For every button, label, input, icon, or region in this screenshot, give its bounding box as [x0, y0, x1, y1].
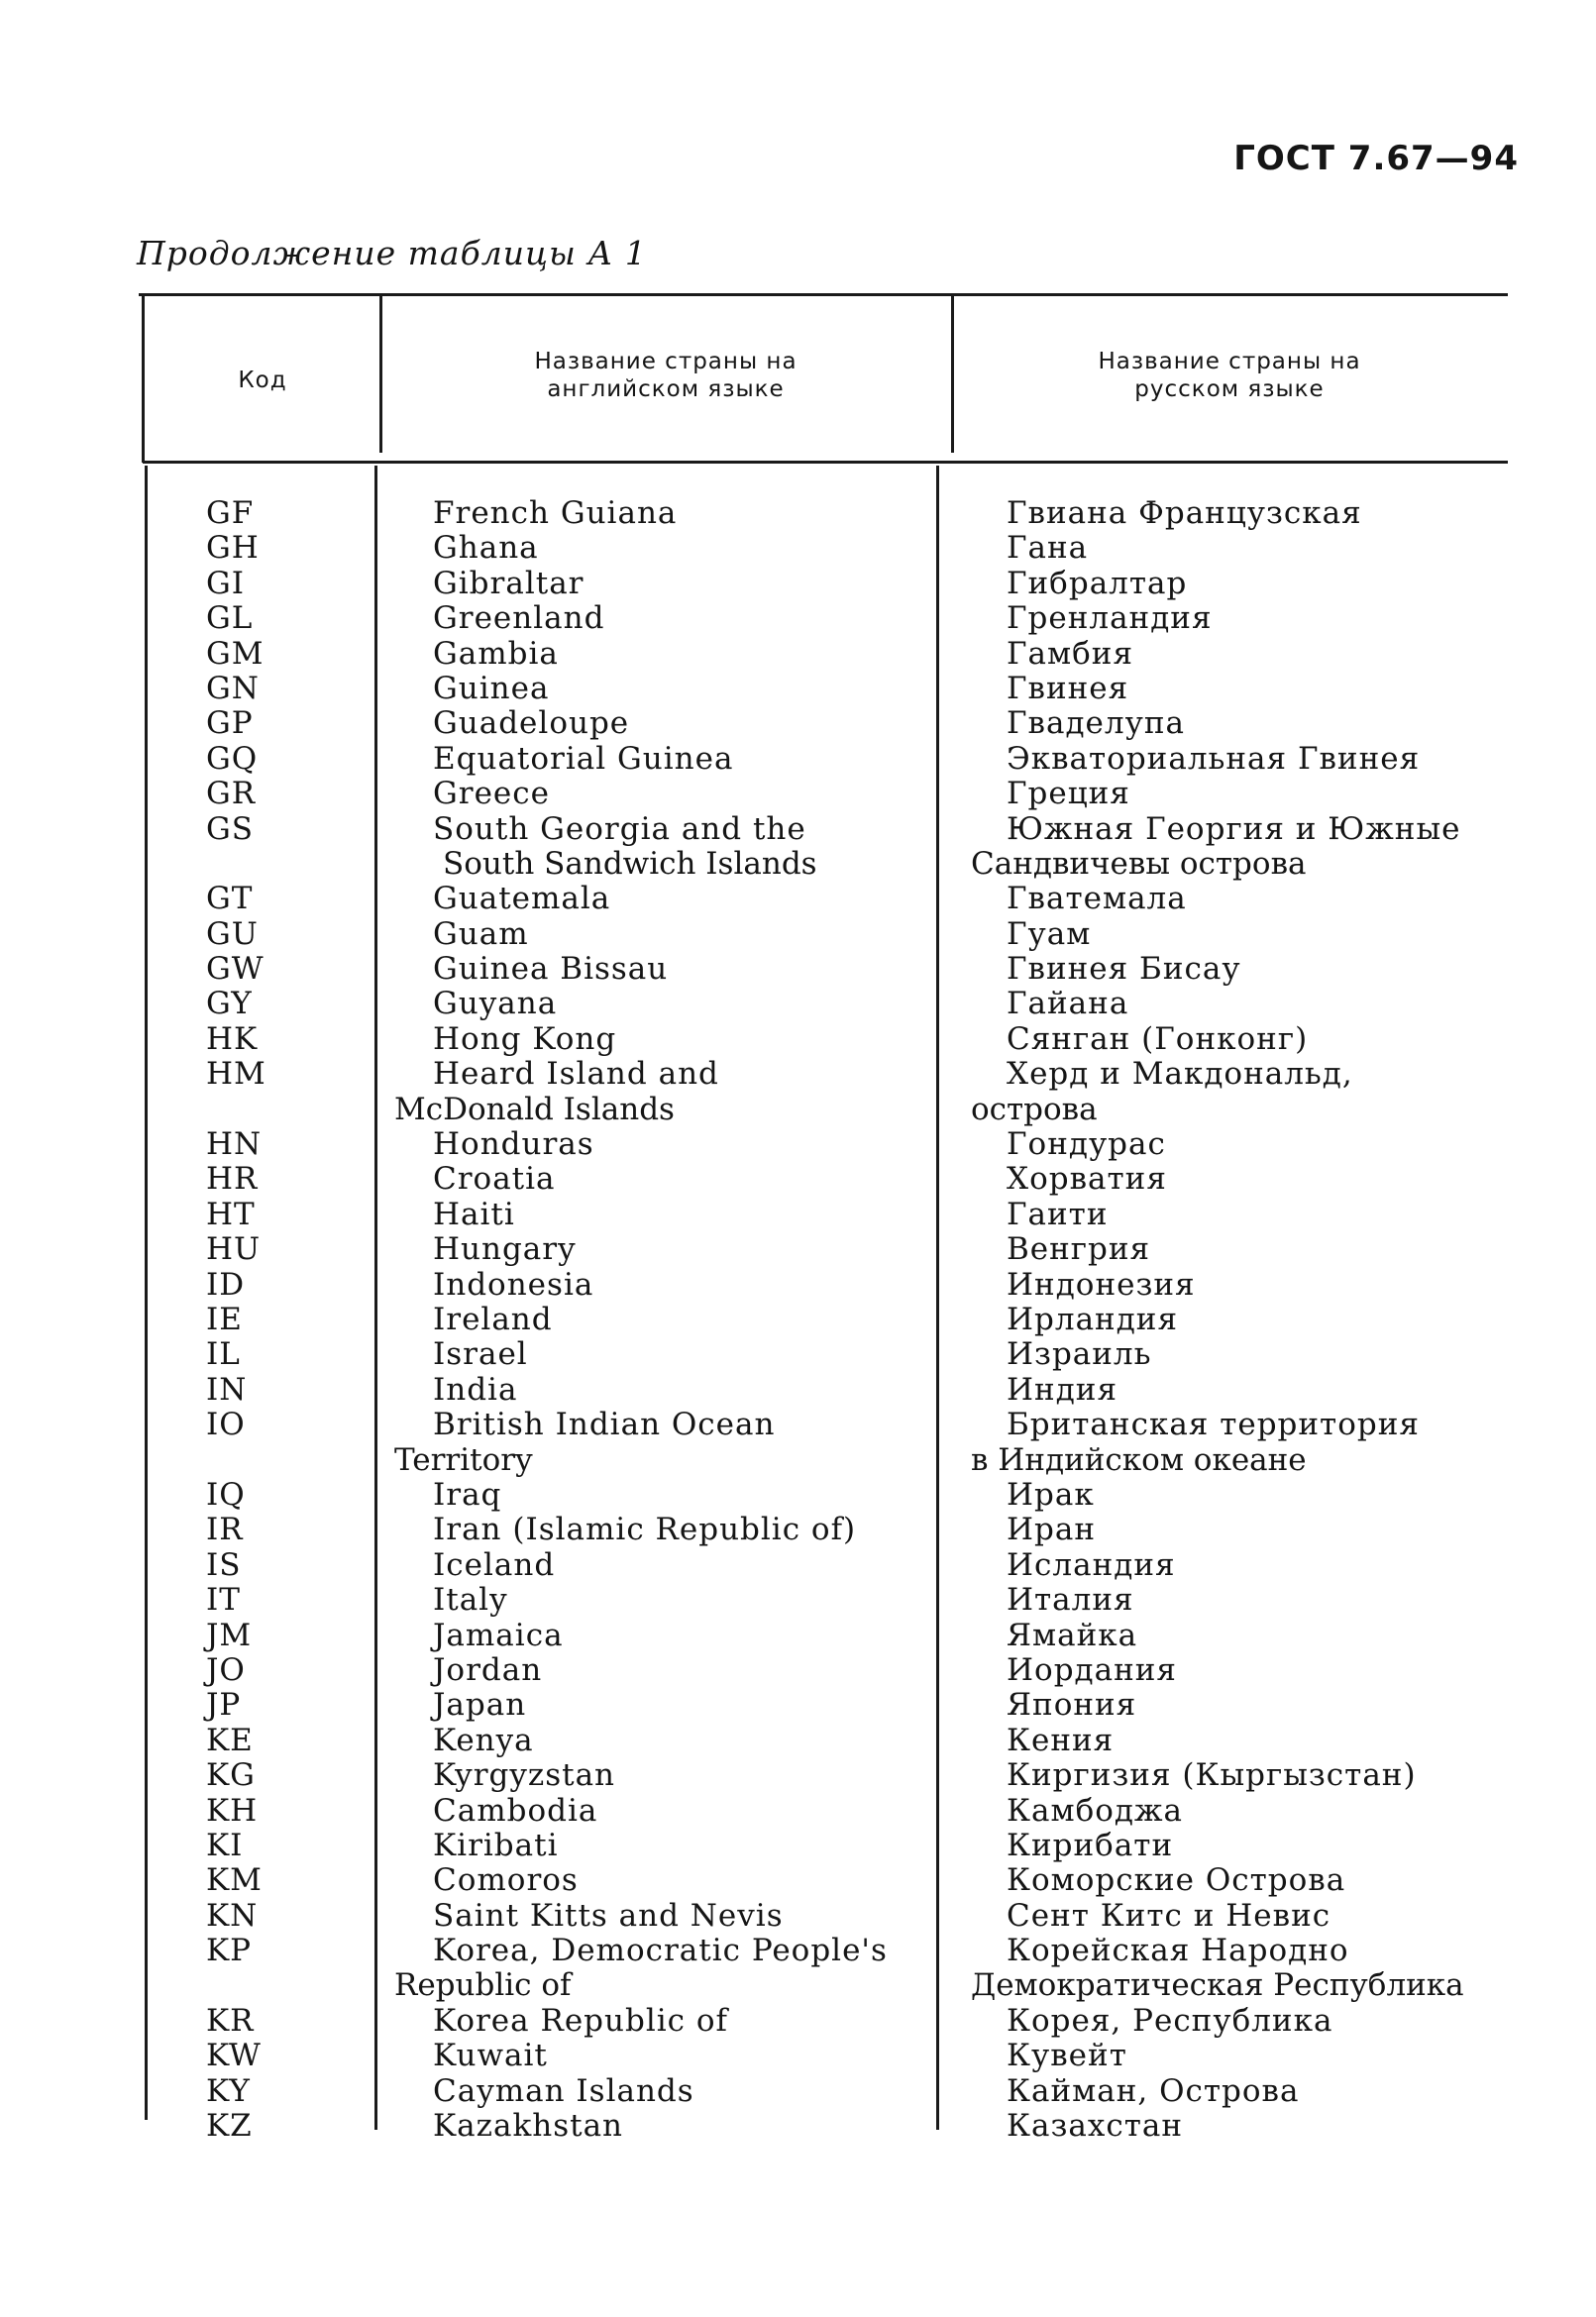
- country-code: GW: [206, 951, 265, 988]
- country-code: GM: [206, 635, 265, 672]
- table-row: [0, 1162, 1596, 1197]
- country-name-english: British Indian Ocean: [433, 1407, 776, 1443]
- country-name-english: Comoros: [433, 1862, 579, 1899]
- country-name-russian: Гана: [1007, 530, 1089, 567]
- country-name-russian: Япония: [1007, 1687, 1137, 1724]
- table-row: [0, 1653, 1596, 1688]
- country-name-english: Jordan: [433, 1651, 543, 1688]
- country-name-english: Guatemala: [433, 881, 611, 917]
- table-row: [0, 1198, 1596, 1232]
- table-caption: Продолжение таблицы А 1: [137, 234, 647, 272]
- country-name-english: Indonesia: [433, 1266, 594, 1303]
- country-name-russian: Ирак: [1007, 1476, 1095, 1513]
- country-name-english: Iceland: [433, 1546, 556, 1583]
- country-name-english: Equatorial Guinea: [433, 740, 734, 777]
- country-code: HR: [206, 1161, 259, 1198]
- table-row: [0, 1268, 1596, 1303]
- country-name-russian: Гваделупа: [1007, 705, 1185, 742]
- country-code: GS: [206, 810, 255, 847]
- country-name-russian: Гаити: [1007, 1196, 1109, 1232]
- country-name-russian: Италия: [1007, 1582, 1134, 1619]
- table-row: [0, 1619, 1596, 1653]
- table-row: [0, 1758, 1596, 1793]
- table-row: [0, 1688, 1596, 1723]
- country-code: IS: [206, 1546, 242, 1583]
- table-row: [0, 1232, 1596, 1267]
- country-name-russian: Кения: [1007, 1722, 1115, 1758]
- country-name-english: Cambodia: [433, 1792, 598, 1829]
- country-name-english: Cayman Islands: [433, 2072, 694, 2109]
- country-name-russian: Гондурас: [1007, 1126, 1166, 1163]
- country-code: GI: [206, 565, 246, 601]
- table-row: [0, 1022, 1596, 1057]
- country-name-english: Greenland: [433, 600, 605, 637]
- country-name-english: Iraq: [433, 1476, 502, 1513]
- table-row: [0, 1303, 1596, 1337]
- country-name-english: Hong Kong: [433, 1020, 617, 1057]
- country-code: GL: [206, 600, 254, 637]
- country-name-english: Honduras: [433, 1126, 594, 1163]
- country-code: HU: [206, 1231, 262, 1268]
- country-code: KR: [206, 2002, 255, 2039]
- country-code: IT: [206, 1582, 241, 1619]
- country-code: GU: [206, 915, 259, 952]
- country-code: HM: [206, 1056, 266, 1093]
- table-top-rule: [139, 293, 1508, 296]
- country-code: GQ: [206, 740, 259, 777]
- country-name-russian-continued: Демократическая Республика: [971, 1967, 1464, 2004]
- country-code: GR: [206, 776, 257, 812]
- table-row: [0, 1934, 1596, 2004]
- table-row: [0, 1513, 1596, 1547]
- country-name-english-continued: McDonald Islands: [394, 1091, 675, 1127]
- country-code: KI: [206, 1827, 244, 1863]
- country-name-english: Haiti: [433, 1196, 515, 1232]
- country-code: GT: [206, 881, 254, 917]
- country-name-russian: Корейская Народно: [1007, 1933, 1349, 1969]
- country-name-russian: Сянган (Гонконг): [1007, 1020, 1309, 1057]
- table-row: [0, 2074, 1596, 2109]
- country-name-russian: Гайана: [1007, 986, 1129, 1022]
- table-row: [0, 1863, 1596, 1898]
- country-name-english: Ghana: [433, 530, 539, 567]
- country-name-english: Guinea: [433, 670, 550, 706]
- country-name-russian: Сент Китс и Невис: [1007, 1897, 1331, 1934]
- country-code: IO: [206, 1407, 246, 1443]
- country-name-russian: Гибралтар: [1007, 565, 1188, 601]
- table-row: [0, 1794, 1596, 1829]
- country-name-english-continued: South Sandwich Islands: [443, 845, 817, 882]
- country-name-russian: Коморские Острова: [1007, 1862, 1346, 1899]
- country-name-russian: Индонезия: [1007, 1266, 1196, 1303]
- table-row: [0, 1724, 1596, 1758]
- country-name-english: Kiribati: [433, 1827, 559, 1863]
- country-name-russian: Экваториальная Гвинея: [1007, 740, 1421, 777]
- country-code: KG: [206, 1757, 256, 1794]
- country-name-russian: Кувейт: [1007, 2038, 1127, 2074]
- country-name-english: Kazakhstan: [433, 2108, 624, 2145]
- country-code: HT: [206, 1196, 256, 1232]
- country-name-english: Hungary: [433, 1231, 577, 1268]
- country-name-russian: Греция: [1007, 776, 1130, 812]
- country-name-english-continued: Republic of: [394, 1967, 572, 2004]
- country-name-russian: Корея, Республика: [1007, 2002, 1333, 2039]
- country-name-russian: Венгрия: [1007, 1231, 1151, 1268]
- country-name-english: Korea, Democratic People's: [433, 1933, 888, 1969]
- country-name-russian: Ямайка: [1007, 1617, 1138, 1653]
- table-row: [0, 777, 1596, 811]
- country-name-russian: Гвинея: [1007, 670, 1129, 706]
- country-name-english: Gibraltar: [433, 565, 585, 601]
- country-name-russian: Камбоджа: [1007, 1792, 1184, 1829]
- country-code: IQ: [206, 1476, 246, 1513]
- country-name-english: Saint Kitts and Nevis: [433, 1897, 784, 1934]
- column-header-english: [382, 348, 949, 403]
- country-code: JM: [206, 1617, 253, 1653]
- country-name-english: Gambia: [433, 635, 559, 672]
- country-name-english: Kuwait: [433, 2038, 548, 2074]
- table-header-rule: [143, 461, 1508, 464]
- column-header-russian: [954, 348, 1505, 403]
- country-code: KN: [206, 1897, 259, 1934]
- country-code: IE: [206, 1302, 243, 1338]
- table-row: [0, 1548, 1596, 1583]
- country-name-russian: Кирибати: [1007, 1827, 1174, 1863]
- country-name-russian: Гватемала: [1007, 881, 1187, 917]
- table-row: [0, 2109, 1596, 2144]
- country-code: KM: [206, 1862, 263, 1899]
- country-name-english: French Guiana: [433, 495, 678, 531]
- country-name-russian: Иордания: [1007, 1651, 1177, 1688]
- country-name-english: Guinea Bissau: [433, 951, 669, 988]
- country-name-english: Kenya: [433, 1722, 534, 1758]
- country-code: GF: [206, 495, 255, 531]
- country-code: KZ: [206, 2108, 253, 2145]
- table-row: [0, 1829, 1596, 1863]
- country-code: KY: [206, 2072, 251, 2109]
- table-body: [0, 496, 1596, 2144]
- country-name-russian: Индия: [1007, 1371, 1118, 1408]
- country-name-english: Kyrgyzstan: [433, 1757, 616, 1794]
- country-code: GP: [206, 705, 254, 742]
- country-name-russian-continued: Сандвичевы острова: [971, 845, 1307, 882]
- country-code: KE: [206, 1722, 254, 1758]
- column-header-english-text: Название страны на английском языке: [534, 349, 798, 402]
- table-row: [0, 917, 1596, 952]
- table-row: [0, 1899, 1596, 1934]
- column-divider: [142, 294, 145, 463]
- country-name-english: Ireland: [433, 1302, 553, 1338]
- country-code: GY: [206, 986, 253, 1022]
- country-name-russian: Гвинея Бисау: [1007, 951, 1241, 988]
- country-name-russian: Южная Георгия и Южные: [1007, 810, 1461, 847]
- country-name-english: Guadeloupe: [433, 705, 630, 742]
- country-name-russian: Гренландия: [1007, 600, 1213, 637]
- table-row: [0, 1408, 1596, 1478]
- table-row: [0, 742, 1596, 777]
- country-name-english: India: [433, 1371, 518, 1408]
- table-row: [0, 812, 1596, 883]
- country-code: KH: [206, 1792, 259, 1829]
- country-name-russian: Гамбия: [1007, 635, 1134, 672]
- country-code: GN: [206, 670, 260, 706]
- table-row: [0, 2039, 1596, 2073]
- country-name-russian-continued: острова: [971, 1091, 1098, 1127]
- country-name-russian-continued: в Индийском океане: [971, 1441, 1307, 1478]
- country-name-russian: Кайман, Острова: [1007, 2072, 1300, 2109]
- table-row: [0, 1478, 1596, 1513]
- country-name-english: Greece: [433, 776, 550, 812]
- country-name-russian: Иран: [1007, 1512, 1097, 1548]
- country-name-english: Iran (Islamic Republic of): [433, 1512, 857, 1548]
- table-row: [0, 672, 1596, 706]
- table-row: [0, 1057, 1596, 1127]
- country-code: IL: [206, 1336, 241, 1373]
- document-id: ГОСТ 7.67—94: [1233, 139, 1519, 178]
- table-row: [0, 2004, 1596, 2039]
- country-name-english: Italy: [433, 1582, 508, 1619]
- country-name-english: Guyana: [433, 986, 558, 1022]
- table-row: [0, 1583, 1596, 1618]
- country-name-english-continued: Territory: [394, 1441, 533, 1478]
- table-row: [0, 601, 1596, 636]
- table-row: [0, 1337, 1596, 1372]
- country-name-russian: Британская территория: [1007, 1407, 1420, 1443]
- column-header-russian-text: Название страны на русском языке: [1098, 349, 1361, 402]
- table-row: [0, 882, 1596, 916]
- country-code: KP: [206, 1933, 253, 1969]
- table-row: [0, 531, 1596, 566]
- country-code: HN: [206, 1126, 263, 1163]
- country-code: HK: [206, 1020, 259, 1057]
- country-name-russian: Казахстан: [1007, 2108, 1184, 2145]
- table-row: [0, 952, 1596, 987]
- country-name-russian: Ирландия: [1007, 1302, 1179, 1338]
- country-name-english: Japan: [433, 1687, 527, 1724]
- country-name-russian: Израиль: [1007, 1336, 1152, 1373]
- table-row: [0, 1127, 1596, 1162]
- table-row: [0, 567, 1596, 601]
- table-row: [0, 1373, 1596, 1408]
- column-header-code: Код: [238, 368, 287, 393]
- country-code: IR: [206, 1512, 244, 1548]
- country-name-english: Jamaica: [433, 1617, 564, 1653]
- country-name-english: South Georgia and the: [433, 810, 806, 847]
- country-name-russian: Исландия: [1007, 1546, 1176, 1583]
- country-name-english: Guam: [433, 915, 529, 952]
- country-name-english: Korea Republic of: [433, 2002, 729, 2039]
- table-row: [0, 637, 1596, 672]
- country-name-english: Heard Island and: [433, 1056, 719, 1093]
- country-code: ID: [206, 1266, 246, 1303]
- country-code: KW: [206, 2038, 262, 2074]
- country-name-russian: Херд и Макдональд,: [1007, 1056, 1353, 1093]
- table-row: [0, 496, 1596, 531]
- country-name-english: Croatia: [433, 1161, 556, 1198]
- country-code: JP: [206, 1687, 242, 1724]
- country-name-russian: Гвиана Французская: [1007, 495, 1362, 531]
- table-row: [0, 987, 1596, 1021]
- country-name-russian: Хорватия: [1007, 1161, 1167, 1198]
- table-row: [0, 706, 1596, 741]
- country-name-russian: Гуам: [1007, 915, 1092, 952]
- country-code: GH: [206, 530, 260, 567]
- country-code: IN: [206, 1371, 248, 1408]
- country-code: JO: [206, 1651, 246, 1688]
- country-name-english: Israel: [433, 1336, 528, 1373]
- country-name-russian: Киргизия (Кыргызстан): [1007, 1757, 1417, 1794]
